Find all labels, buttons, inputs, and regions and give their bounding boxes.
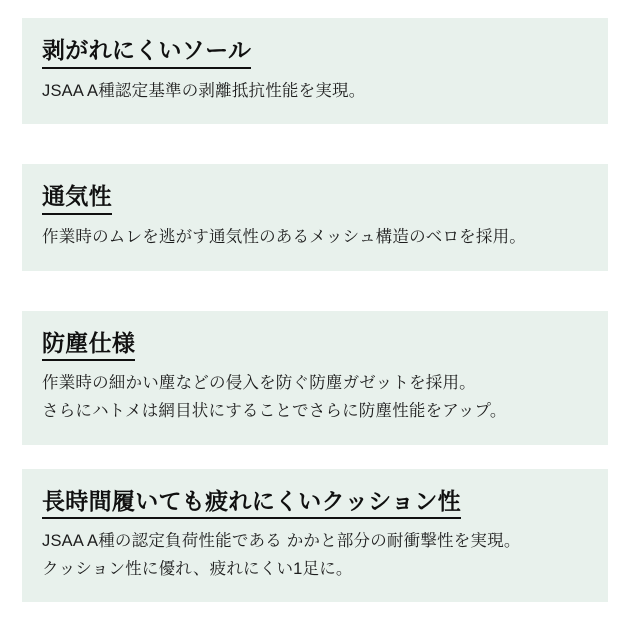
feature-description	[42, 529, 588, 582]
feature-description-line: さらにハトメは網目状にすることでさらに防塵性能をアップ。	[42, 401, 507, 420]
feature-description	[42, 225, 588, 251]
feature-description	[42, 79, 588, 105]
feature-title: 長時間履いても疲れにくいクッション性	[42, 487, 461, 520]
feature-description	[42, 371, 588, 424]
feature-block	[22, 18, 608, 124]
feature-block	[22, 164, 608, 270]
feature-block	[22, 469, 608, 603]
feature-description-line: 作業時のムレを逃がす通気性のあるメッシュ構造のベロを採用。	[42, 228, 526, 247]
feature-title: 防塵仕様	[42, 329, 135, 362]
feature-description-line: JSAA A種の認定負荷性能である かかと部分の耐衝撃性を実現。	[42, 532, 521, 551]
feature-description-line: クッション性に優れ、疲れにくい1足に。	[42, 559, 353, 578]
feature-description-line: JSAA A種認定基準の剥離抵抗性能を実現。	[42, 81, 366, 100]
feature-description-line: 作業時の細かい塵などの侵入を防ぐ防塵ガゼットを採用。	[42, 374, 476, 393]
feature-block	[22, 311, 608, 445]
feature-title: 剥がれにくいソール	[42, 36, 251, 69]
feature-title: 通気性	[42, 182, 112, 215]
